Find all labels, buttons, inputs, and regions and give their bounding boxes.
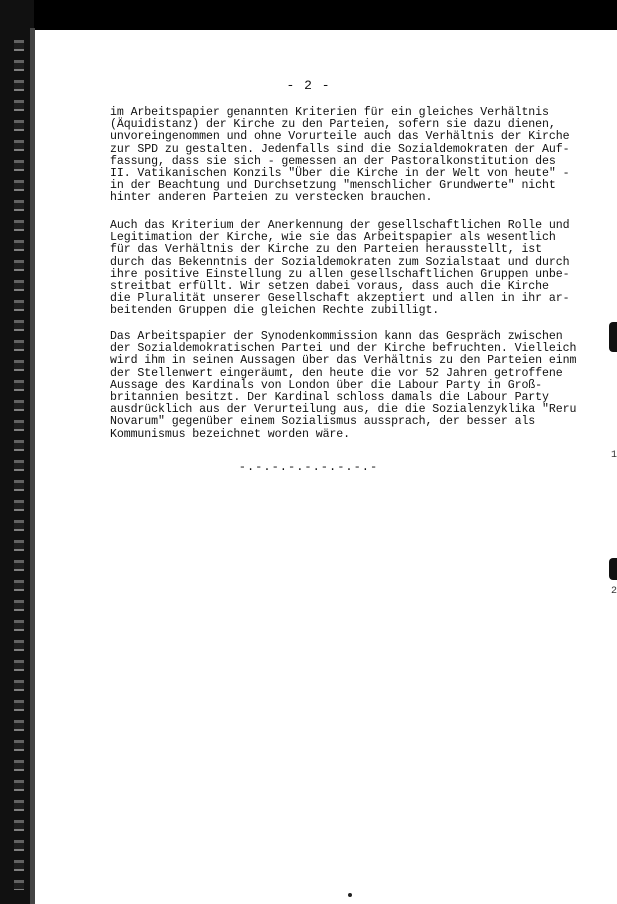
paragraph-3: Das Arbeitspapier der Synodenkommission kann das Gespräch zwischen der Sozialdemokratischen Partei und der Kirche befruchten. Vielleich wird ihm in seinen Aussagen über das Verhältnis zu den Parteien einm der Stellenwert eingeräumt, den heute die vor 52 Jahren getroffene Aussage des Kardinals von London über die Labour Party in Groß- britannien besitzt. Der Kardinal schloss damals die Labour Party ausdrücklich aus der Verurteilung aus, die die Sozialenzyklika "Reru Novarum" gegenüber einem Sozialismus aussprach, der besser als Kommunismus bezeichnet worden wäre. xyxy=(110,330,577,441)
scan-right-mark xyxy=(609,558,617,580)
edge-number: 2 xyxy=(610,586,617,597)
scan-right-mark xyxy=(609,322,617,352)
paragraph-2: Auch das Kriterium der Anerkennung der gesellschaftlichen Rolle und Legitimation der Kirche, wie sie das Arbeitspapier als wesentlich für das Verhältnis der Kirche zu den Parteien herausstellt, ist durch das Bekenntnis der Sozialdemokraten zum Sozialstaat und durch ihre positive Einstellung zu allen gesellschaftlichen Gruppen unbe- streitbat erfüllt. Wir setzen dabei voraus, dass auch die Kirche die Pluralität unserer Gesellschaft akzeptiert und allen in ihr ar- beitenden Gruppen die gleichen Rechte zubilligt. xyxy=(110,219,570,318)
edge-number: 1 xyxy=(610,450,617,461)
section-divider: -.-.-.-.-.-.-.-.- xyxy=(238,460,379,474)
page-number: - 2 - xyxy=(286,78,331,93)
paragraph-1: im Arbeitspapier genannten Kriterien für ein gleiches Verhältnis (Äquidistanz) der Kirche zu den Parteien, sofern sie dazu dienen, unvoreingenommen und ohne Vorurteile auch das Verhältnis der Kirche zur SPD zu gestalten. Jedenfalls sind die Sozialdemokraten der Auf- fassung, dass sie sich - gemessen an der Pastoralkonstitution des II. Vatikanischen Konzils "Über die Kirche in der Welt von heute" - in der Beachtung und Durchsetzung "menschlicher Grundwerte" nicht hinter anderen Parteien zu verstecken brauchen. xyxy=(110,106,570,205)
scan-dust-mark xyxy=(348,893,352,897)
scan-top-border xyxy=(0,0,617,30)
